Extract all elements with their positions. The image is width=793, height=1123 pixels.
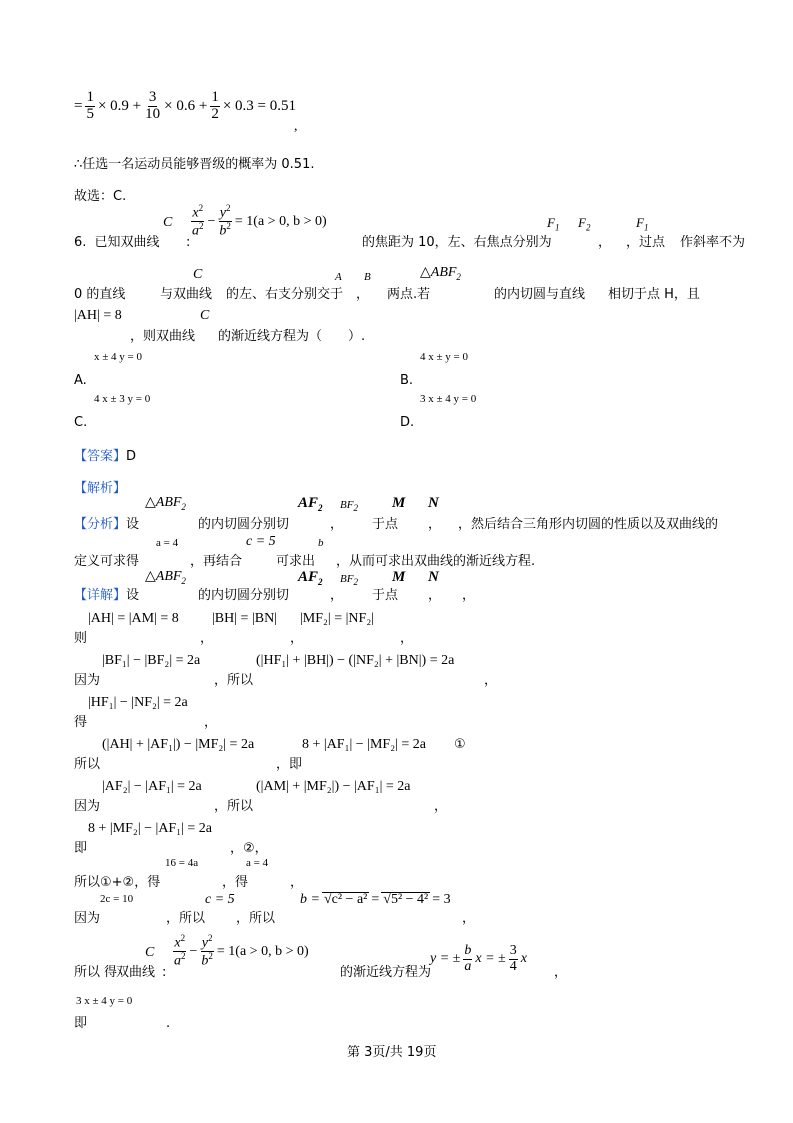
eq-c-5: c = 5 (205, 892, 235, 907)
c-eq-5-fx: c = 5 (246, 534, 276, 549)
AF2-xj: $AF_2$ (298, 569, 323, 587)
option-C[interactable]: C. (74, 415, 88, 430)
point-B: B (364, 271, 371, 283)
asymptote-equation: y = ± $\frac{b}{a}$ x = ± $\frac{3}{4}$ x (430, 943, 527, 974)
shuangquxian-text: 双曲线 (116, 965, 156, 980)
symbol-F1-b: $F_1$ (636, 215, 649, 233)
eq-AH-AM: |AH| = |AM| = 8 (88, 611, 179, 626)
formula-comma: , (294, 119, 298, 134)
page-footer: 第 3页/共 19页 (347, 1045, 437, 1060)
xiangjie-line-1: 【详解】设 (74, 588, 140, 603)
eq-AH-AF1: (|AH| + |AF₁|) − |MF₂| = 2a (102, 737, 255, 752)
point-M-xj: M (392, 569, 406, 585)
symbol-F2: $F_2$ (578, 215, 591, 233)
answer-line: 【答案】D (74, 449, 137, 464)
eq-16-4a: 16 = 4a (165, 857, 199, 869)
triangle-ABF2-xj: $\triangle ABF_2$ (145, 569, 186, 586)
equals-sign: = (74, 97, 83, 114)
eq-2c-10: 2c = 10 (100, 893, 134, 905)
triangle-ABF2: $\triangle ABF_2$ (420, 265, 461, 282)
symbol-C-3: C (200, 308, 210, 323)
b-fx: b (318, 537, 324, 549)
final-equation: 3 x ± 4 y = 0 (76, 995, 133, 1007)
fraction-1-2: $\frac{1}{2}$ (211, 89, 219, 122)
term-text: × 0.9 + (97, 97, 142, 114)
option-B[interactable]: B. (400, 373, 414, 388)
fraction-3-10: $\frac{3}{10}$ (145, 89, 161, 122)
symbol-C-4: C (145, 945, 155, 960)
probability-formula (74, 90, 296, 123)
symbol-F1: $F_1$ (547, 215, 560, 233)
fraction-1-5: $\frac{1}{5}$ (86, 89, 94, 122)
symbol-C-2: C (193, 267, 203, 282)
hyperbola-equation: $\frac{x^2}{a^2}$ − $\frac{y^2}{b^2}$ = 1(a > 0, b > 0) (192, 203, 327, 239)
option-D[interactable]: D. (400, 415, 415, 430)
option-A[interactable]: A. (74, 373, 87, 388)
term-text: × 0.6 + (164, 97, 208, 114)
eq-MF2-NF2: |MF₂| = |NF₂| (300, 611, 374, 626)
a-eq-4-fx: a = 4 (156, 537, 179, 549)
option-A-eq: x ± 4 y = 0 (94, 351, 142, 363)
fenxi-line-1: 【分析】设 (74, 517, 140, 532)
eq-HF1-NF2: |HF₁| − |NF₂| = 2a (88, 695, 188, 710)
point-N-xj: N (428, 569, 439, 585)
eq-8-AF1: 8 + |AF₁| − |MF₂| = 2a (302, 737, 427, 752)
option-C-eq: 4 x ± 3 y = 0 (94, 393, 151, 405)
AH-eq-8: |AH| = 8 (74, 308, 122, 323)
point-N-fx: N (428, 495, 439, 511)
eq-AF2-AF1: |AF₂| − |AF₁| = 2a (102, 779, 202, 794)
eq-HF1-BH: (|HF₁| + |BH|) − (|NF₂| + |BN|) = 2a (256, 653, 455, 668)
eq-a-4: a = 4 (246, 857, 269, 869)
eq-8-MF2: 8 + |MF₂| − |AF₁| = 2a (88, 821, 213, 836)
term-text: × 0.3 = 0.51 (222, 97, 296, 114)
eq-b-sqrt: b = √c² − a² = √5² − 4² = 3 (300, 891, 451, 907)
point-M-fx: M (392, 495, 406, 511)
symbol-C: C (163, 215, 173, 230)
AF2-fx: $AF_2$ (298, 495, 323, 513)
option-B-eq: 4 x ± y = 0 (420, 351, 468, 363)
option-D-eq: 3 x ± 4 y = 0 (420, 393, 477, 405)
triangle-ABF2-fx: $\triangle ABF_2$ (145, 495, 186, 512)
point-A: A (335, 271, 342, 283)
eq-BH-BN: |BH| = |BN| (212, 611, 278, 626)
question-line-1: 6. 已知双曲线 (74, 235, 160, 250)
analysis-label: 【解析】 (74, 481, 127, 496)
eq-AM-MF2: (|AM| + |MF₂|) − |AF₁| = 2a (256, 779, 411, 794)
conclusion-line: ∴任选一名运动员能够晋级的概率为 0.51. (74, 157, 315, 172)
eq-BF1-BF2: |BF₁| − |BF₂| = 2a (102, 653, 201, 668)
BF2-fx: $BF_2$ (340, 499, 358, 514)
BF2-xj: $BF_2$ (340, 573, 358, 588)
hyperbola-equation-2: $\frac{x^2}{a^2}$ − $\frac{y^2}{b^2}$ = 1(a > 0, b > 0) (174, 933, 309, 969)
choose-line: 故选：C. (74, 189, 127, 204)
